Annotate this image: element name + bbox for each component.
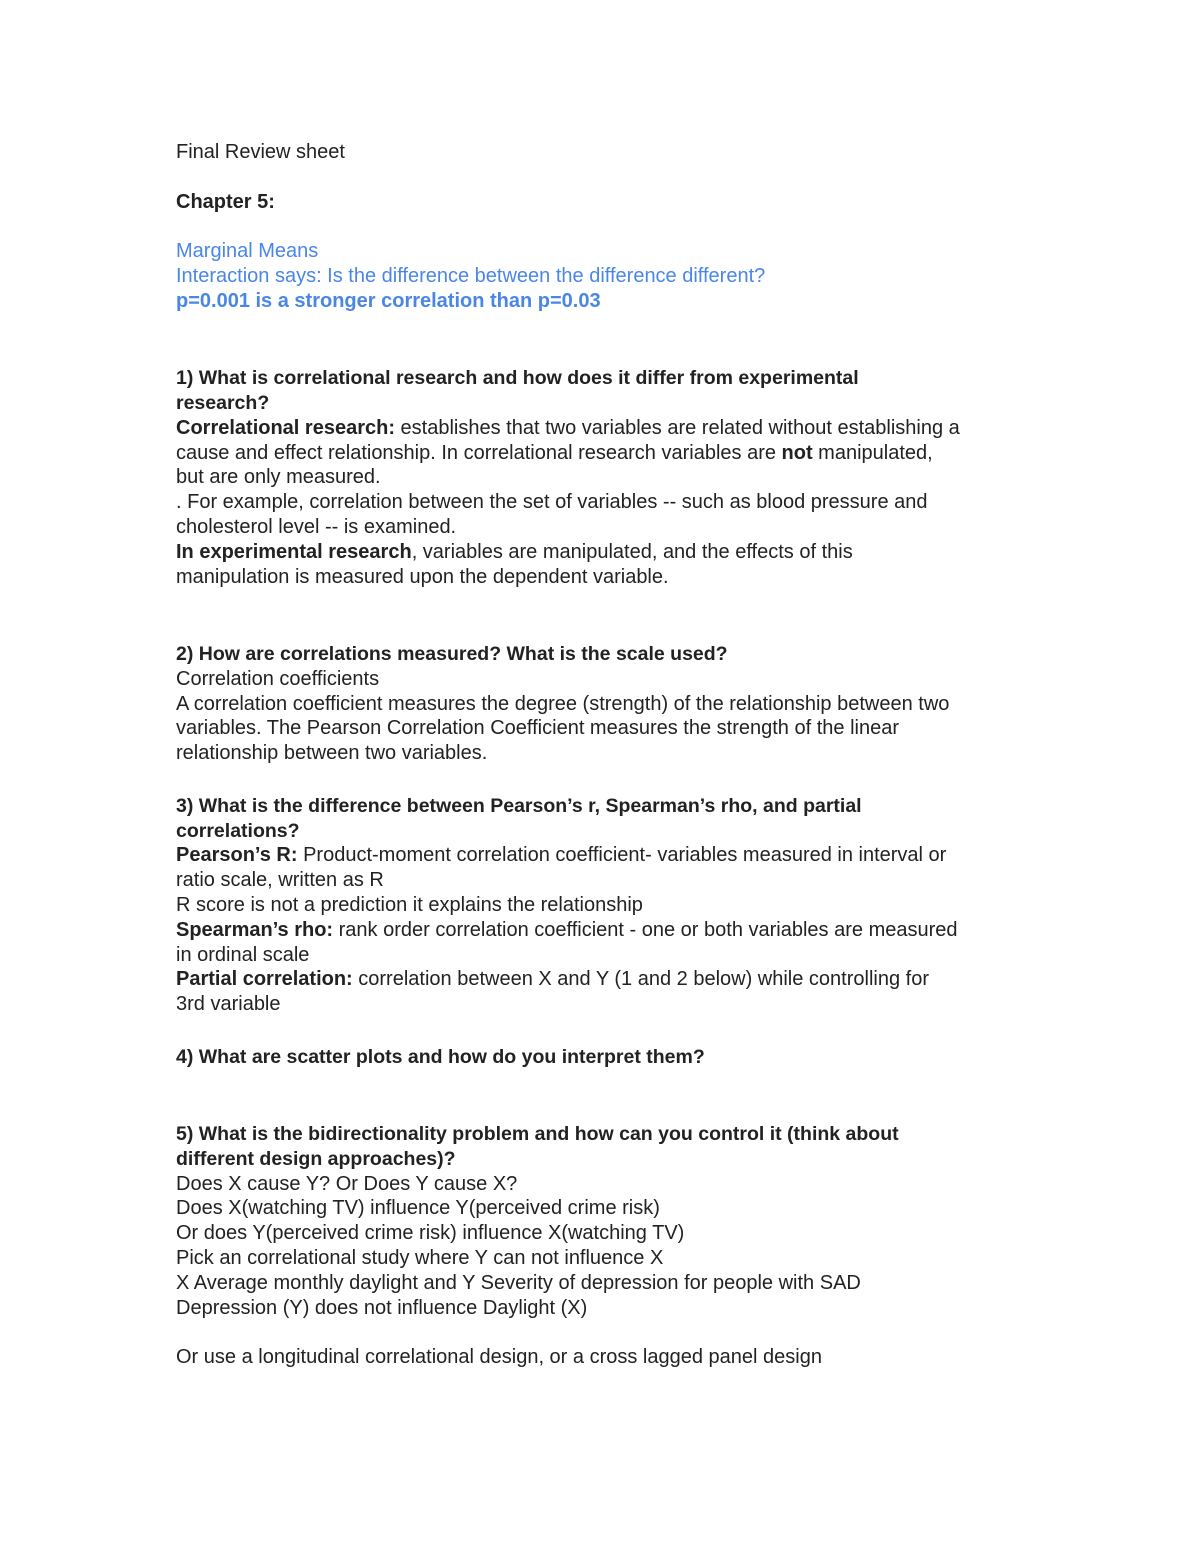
partial-text-1: correlation between X and Y (1 and 2 below) while controlling for	[352, 968, 929, 991]
partial-text-2: 3rd variable	[176, 993, 281, 1016]
answer-2-line-2: variables. The Pearson Correlation Coefficient measures the strength of the linear	[176, 717, 899, 740]
question-5-line-2: different design approaches)?	[176, 1147, 456, 1170]
answer-2-line-1: A correlation coefficient measures the degree (strength) of the relationship between two	[176, 692, 950, 715]
question-3-line-2: correlations?	[176, 819, 300, 842]
answer-5-line-3: Or does Y(perceived crime risk) influence X(watching TV)	[176, 1222, 685, 1245]
correlational-not: not	[781, 441, 813, 464]
pearson-text-3: R score is not a prediction it explains the relationship	[176, 893, 643, 916]
answer-1-experimental	[176, 540, 1036, 565]
answer-5-line-6: Depression (Y) does not influence Daylight (X)	[176, 1296, 588, 1319]
answer-5-closing: Or use a longitudinal correlational design, or a cross lagged panel design	[176, 1346, 822, 1369]
answer-1-line-2	[176, 441, 1036, 466]
note-p-value: p=0.001 is a stronger correlation than p=0.03	[176, 289, 601, 312]
correlational-text-2: cause and effect relationship. In correlational research variables are	[176, 441, 782, 464]
answer-5-line-1: Does X cause Y? Or Does Y cause X?	[176, 1172, 518, 1195]
answer-5-line-5: X Average monthly daylight and Y Severity of depression for people with SAD	[176, 1271, 861, 1294]
question-1-line-1: 1) What is correlational research and how does it differ from experimental	[176, 367, 859, 390]
question-3-line-1: 3) What is the difference between Pearson’s r, Spearman’s rho, and partial	[176, 794, 862, 817]
partial-label: Partial correlation:	[176, 968, 353, 991]
answer-2-line-3: relationship between two variables.	[176, 742, 488, 765]
answer-3-partial	[176, 967, 1036, 992]
pearson-label: Pearson’s R:	[176, 844, 298, 867]
note-interaction: Interaction says: Is the difference between the difference different?	[176, 264, 766, 287]
chapter-heading: Chapter 5:	[176, 190, 275, 213]
answer-3-pearson	[176, 843, 1036, 868]
correlational-text-4: but are only measured.	[176, 466, 381, 489]
question-2: 2) How are correlations measured? What is the scale used?	[176, 642, 728, 665]
question-5-line-1: 5) What is the bidirectionality problem and how can you control it (think about	[176, 1123, 899, 1146]
experimental-research-label: In experimental research	[176, 540, 412, 563]
example-line-2: cholesterol level -- is examined.	[176, 515, 457, 538]
correlational-text-3: manipulated,	[812, 441, 933, 464]
example-line-1: . For example, correlation between the set of variables -- such as blood pressure and	[176, 491, 928, 514]
document-page	[176, 140, 1036, 1370]
question-4: 4) What are scatter plots and how do you interpret them?	[176, 1045, 705, 1068]
correlational-text-1: establishes that two variables are related without establishing a	[394, 416, 960, 439]
pearson-text-2: ratio scale, written as R	[176, 869, 384, 892]
answer-3-spearman	[176, 918, 1036, 943]
note-marginal-means: Marginal Means	[176, 240, 319, 263]
spearman-text-1: rank order correlation coefficient - one or both variables are measured	[333, 918, 958, 941]
answer-1-correlational	[176, 416, 1036, 441]
question-1-line-2: research?	[176, 391, 270, 414]
spearman-label: Spearman’s rho:	[176, 918, 334, 941]
answer-5-line-4: Pick an correlational study where Y can not influence X	[176, 1247, 664, 1270]
document-title: Final Review sheet	[176, 141, 345, 163]
pearson-text-1: Product-moment correlation coefficient- variables measured in interval or	[297, 844, 947, 867]
answer-2-title: Correlation coefficients	[176, 667, 380, 690]
experimental-text-2: manipulation is measured upon the dependent variable.	[176, 565, 669, 588]
spearman-text-2: in ordinal scale	[176, 943, 310, 966]
answer-5-line-2: Does X(watching TV) influence Y(perceived crime risk)	[176, 1197, 660, 1220]
experimental-text-1: , variables are manipulated, and the effects of this	[411, 540, 853, 563]
correlational-research-label: Correlational research:	[176, 416, 395, 439]
